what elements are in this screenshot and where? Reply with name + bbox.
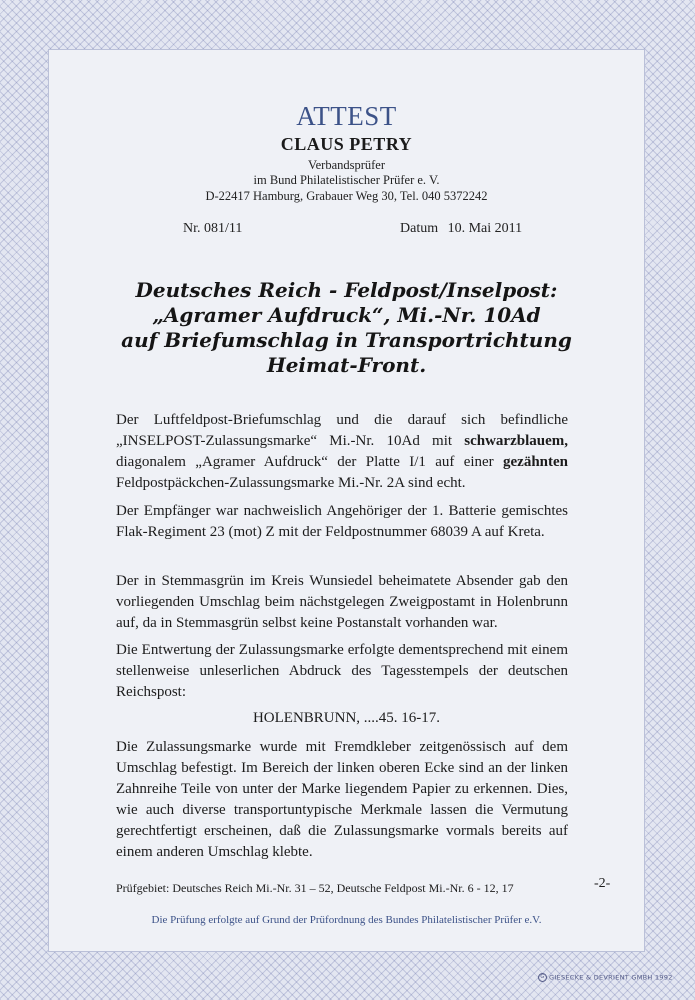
- subject-line-3: auf Briefumschlag in Transportrichtung: [121, 328, 572, 352]
- subject-line-1: Deutsches Reich - Feldpost/Inselpost:: [135, 278, 558, 302]
- certificate-sheet: [48, 49, 645, 952]
- examiner-association: im Bund Philatelistischer Prüfer e. V.: [253, 173, 440, 187]
- paragraph-text: Der Luftfeldpost-Briefumschlag und die darauf sich befindliche „INSELPOST-Zulassungsmarke“ Mi.-Nr. 10Ad mit: [116, 412, 568, 449]
- footer-note: Die Prüfung erfolgte auf Grund der Prüfordnung des Bundes Philatelistischer Prüfer e.V.: [151, 914, 542, 926]
- subject-line-4: Heimat-Front.: [266, 353, 427, 377]
- printer-name: GIESECKE & DEVRIENT GMBH 1992: [549, 973, 673, 982]
- copyright-icon: G: [538, 973, 547, 982]
- certificate-number: Nr. 081/11: [183, 221, 243, 236]
- date-label: Datum: [400, 221, 439, 236]
- certificate-date: [400, 221, 522, 237]
- examiner-role: Verbandsprüfer: [307, 158, 386, 172]
- paragraph-findings: Die Zulassungsmarke wurde mit Fremdkleber zeitgenössisch auf dem Umschlag befestigt. Im Bereich der linken oberen Ecke sind an der linken Zahnreihe Teile von unter der Marke liegendem Papier zu erkennen. Dies, wie auch diverse transportuntypische Merkmale lassen die Vermutung gerechtfertigt erscheinen, daß die Zulassungsmarke vormals bereits auf einem anderen Umschlag klebte.: [116, 739, 568, 860]
- emphasis-text: gezähnten: [503, 454, 568, 470]
- certificate-title: ATTEST: [296, 101, 397, 131]
- paragraph-text: diagonalem „Agramer Aufdruck“ der Platte I/1 auf einer: [116, 454, 503, 470]
- paragraph-recipient: Der Empfänger war nachweislich Angehöriger der 1. Batterie gemischtes Flak-Regiment 23 (mot) Z mit der Feldpostnummer 68039 A auf Kreta.: [116, 503, 568, 540]
- postmark-text: HOLENBRUNN, ....45. 16-17.: [252, 710, 441, 726]
- examination-scope: Prüfgebiet: Deutsches Reich Mi.-Nr. 31 – 52, Deutsche Feldpost Mi.-Nr. 6 - 12, 17: [116, 881, 514, 895]
- paragraph-sender: Der in Stemmasgrün im Kreis Wunsiedel beheimatete Absender gab den vorliegenden Umschlag beim nächstgelegen Zweigpostamt in Holenbrunn auf, da in Stemmasgrün selbst keine Postanstalt vorhanden war.: [116, 573, 568, 631]
- date-value: 10. Mai 2011: [447, 221, 523, 236]
- page-number: -2-: [594, 876, 611, 891]
- paragraph-text: Feldpostpäckchen-Zulassungsmarke Mi.-Nr. 2A sind echt.: [116, 475, 466, 491]
- emphasis-text: schwarzblauem,: [464, 433, 568, 449]
- printer-imprint: [538, 973, 673, 982]
- subject-line-2: „Agramer Aufdruck“, Mi.-Nr. 10Ad: [152, 303, 541, 327]
- examiner-address: D-22417 Hamburg, Grabauer Weg 30, Tel. 040 5372242: [205, 189, 488, 203]
- examiner-name: CLAUS PETRY: [280, 134, 413, 154]
- paragraph-cancellation: Die Entwertung der Zulassungsmarke erfolgte dementsprechend mit einem stellenweise unleserlichen Abdruck des Tagesstempels der deutschen Reichspost:: [116, 642, 568, 700]
- paragraph-authenticity: [116, 410, 568, 494]
